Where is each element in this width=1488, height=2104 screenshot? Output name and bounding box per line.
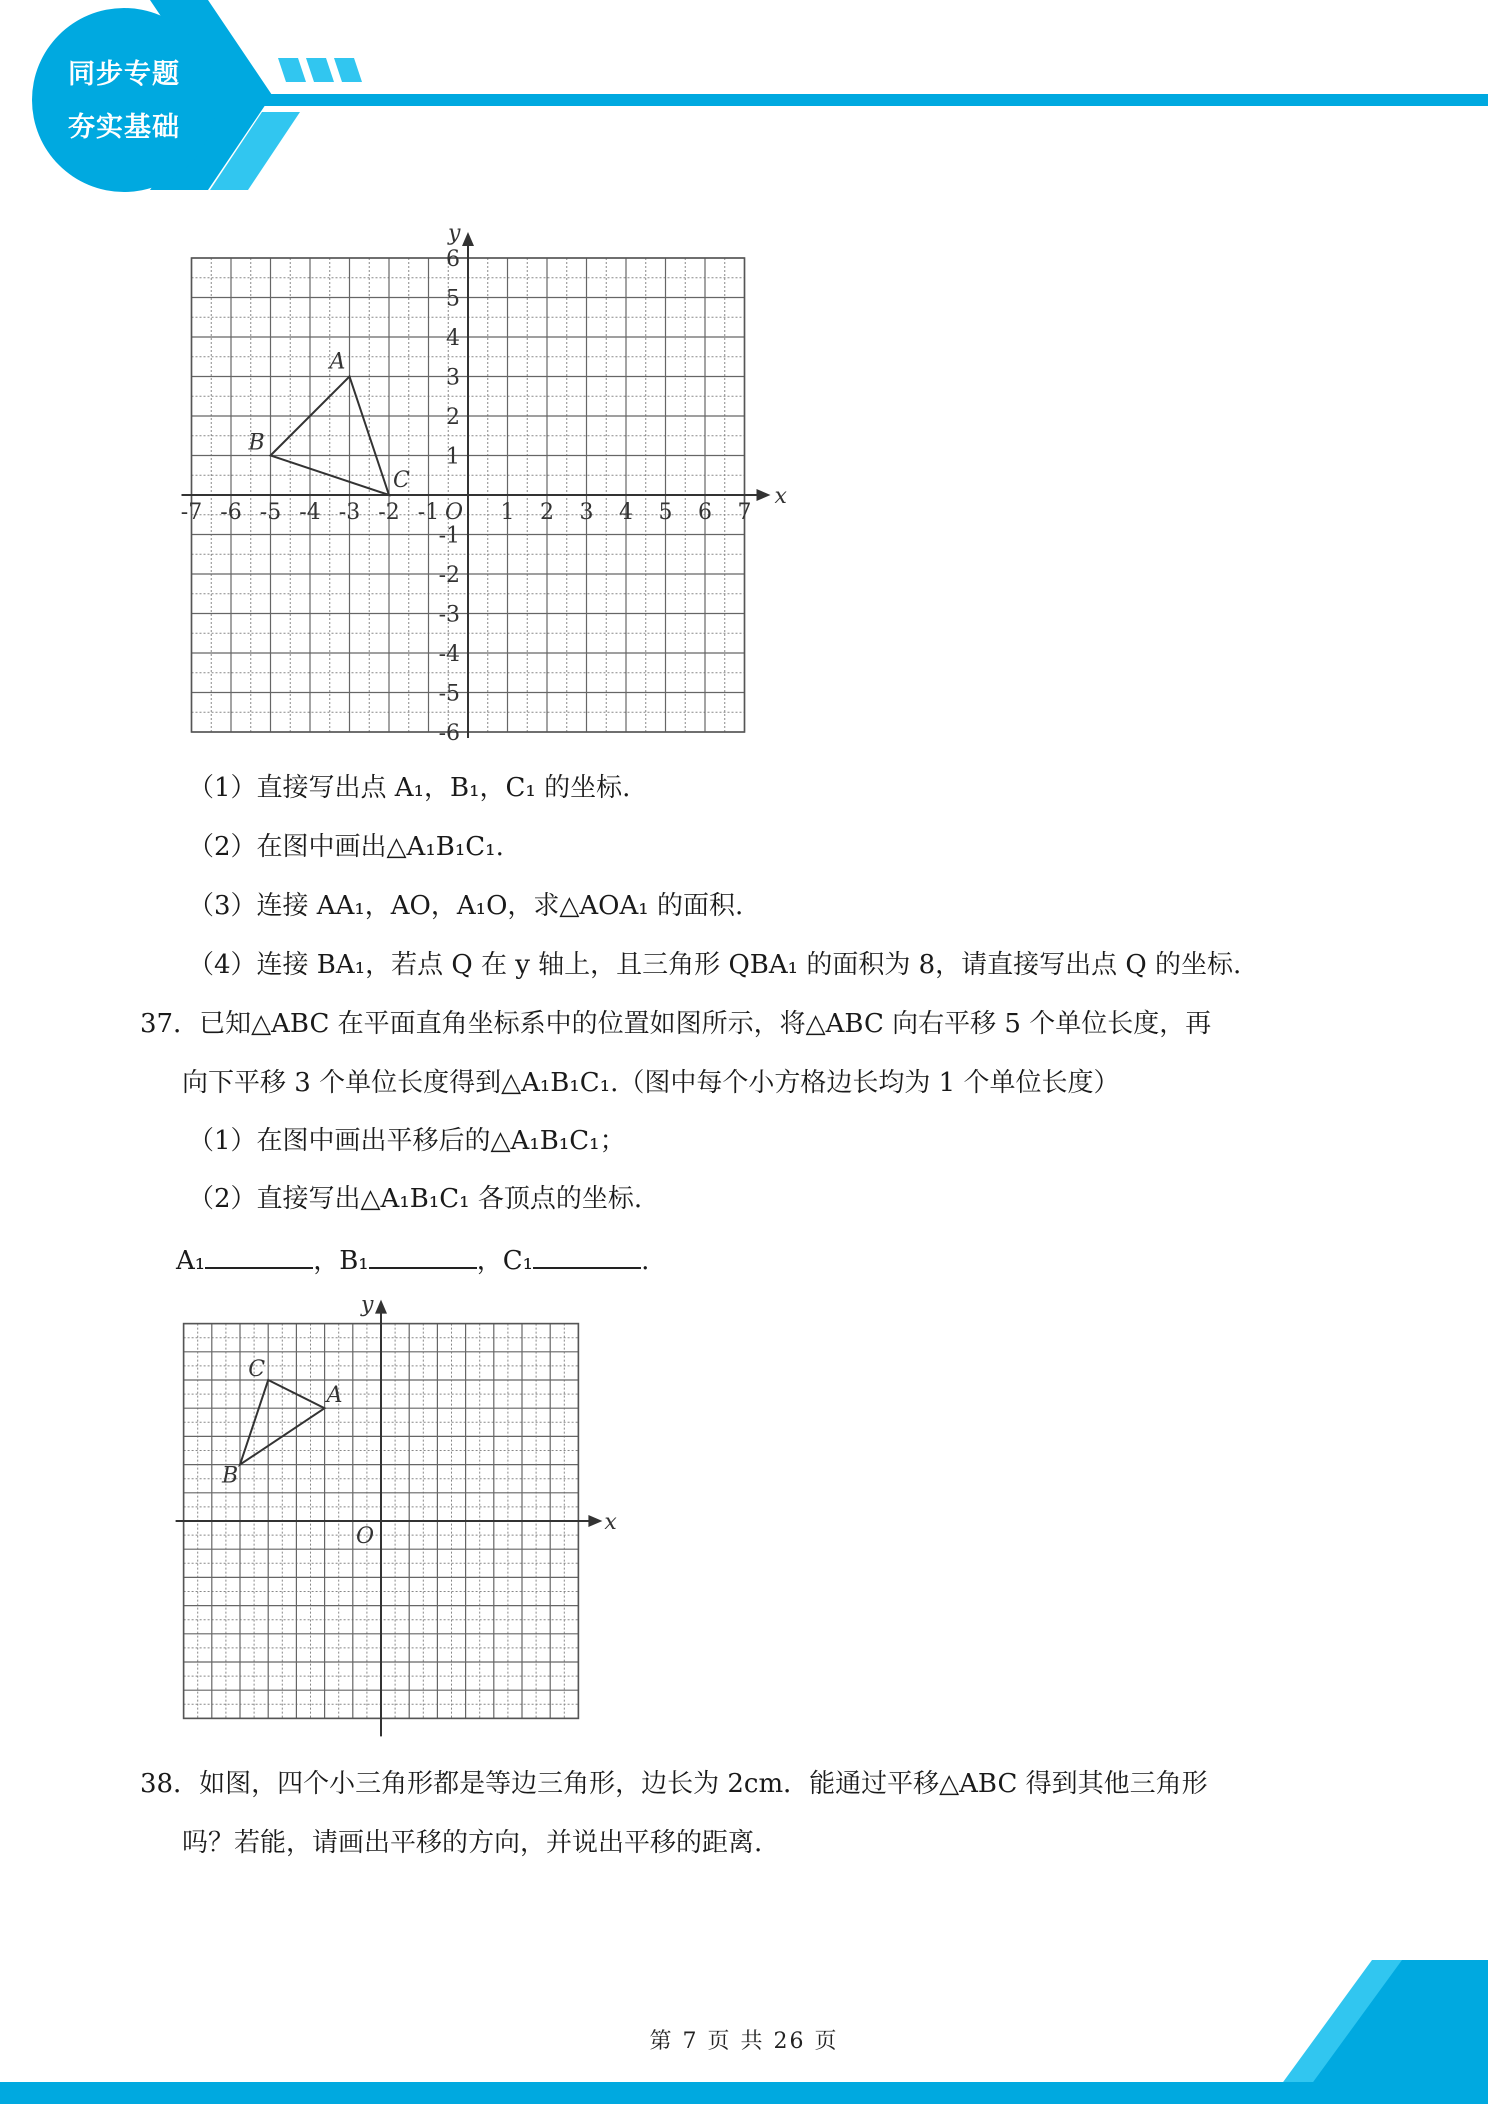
vertex-label-a: A: [326, 1383, 343, 1409]
x-tick-label: -2: [378, 500, 400, 525]
x-tick-label: 4: [619, 500, 633, 525]
q36-part-4: （4）连接 BA₁，若点 Q 在 y 轴上，且三角形 QBA₁ 的面积为 8，请直接写出点 Q 的坐标.: [188, 950, 1242, 980]
x-tick-label: 2: [540, 500, 554, 525]
figure-2-coordinate-grid: [170, 1285, 620, 1749]
y-tick-label: -3: [438, 602, 460, 628]
badge-line-2: 夯实基础: [68, 112, 180, 143]
q36-part-1: （1）直接写出点 A₁，B₁，C₁ 的坐标.: [188, 773, 631, 803]
answer-label-c1: ，C₁: [476, 1246, 534, 1276]
figure-2-svg: [170, 1285, 620, 1745]
q37-stem-line-2: 向下平移 3 个单位长度得到△A₁B₁C₁.（图中每个小方格边长均为 1 个单位长度）: [182, 1068, 1120, 1098]
y-axis-label: y: [448, 222, 461, 246]
x-axis-label: x: [604, 1510, 617, 1535]
x-tick-label: 6: [698, 500, 712, 525]
y-tick-label: 6: [446, 247, 460, 272]
origin-label: O: [444, 500, 464, 525]
x-tick-label: 5: [658, 500, 673, 525]
answer-blank-c1[interactable]: [533, 1243, 641, 1269]
answer-end-period: .: [641, 1246, 650, 1276]
x-tick-label: 1: [500, 500, 515, 525]
x-tick-label: -6: [220, 500, 242, 525]
answer-blank-a1[interactable]: [205, 1243, 313, 1269]
x-tick-label: -7: [180, 500, 203, 525]
figure-1-svg: [170, 222, 800, 742]
answer-label-b1: ，B₁: [313, 1246, 369, 1276]
x-axis-arrow: [588, 1515, 602, 1527]
answer-blank-b1[interactable]: [369, 1243, 477, 1269]
x-axis-label: x: [774, 484, 787, 509]
y-tick-label: 3: [446, 365, 460, 391]
y-tick-label: -1: [438, 523, 460, 549]
vertex-label-c: C: [393, 468, 410, 493]
vertex-label-c: C: [248, 1357, 266, 1382]
x-tick-label: -3: [338, 500, 361, 525]
y-axis-arrow: [462, 232, 474, 246]
origin-label: O: [355, 1524, 375, 1549]
x-tick-label: 3: [579, 500, 594, 525]
y-tick-label: 4: [446, 326, 460, 351]
page-number: 第 7 页 共 26 页: [649, 2029, 839, 2054]
page-header: [0, 0, 1488, 200]
y-tick-label: -2: [438, 563, 460, 588]
q38-stem-line-1: 38．如图，四个小三角形都是等边三角形，边长为 2cm．能通过平移△ABC 得到其他三角形: [140, 1769, 1208, 1799]
y-axis-label: y: [361, 1292, 374, 1318]
answer-label-a1: A₁: [176, 1246, 206, 1276]
y-tick-label: 1: [446, 444, 460, 470]
y-tick-label: -4: [438, 642, 460, 667]
y-tick-label: -5: [438, 681, 460, 707]
y-tick-label: -6: [438, 721, 460, 742]
x-tick-label: 7: [737, 500, 752, 525]
vertex-label-b: B: [248, 430, 265, 456]
y-tick-label: 2: [446, 405, 460, 430]
q36-part-3: （3）连接 AA₁，AO，A₁O，求△AOA₁ 的面积.: [188, 891, 744, 921]
q37-part-2: （2）直接写出△A₁B₁C₁ 各顶点的坐标.: [188, 1184, 643, 1214]
q37-stem-line-1: 37．已知△ABC 在平面直角坐标系中的位置如图所示，将△ABC 向右平移 5 个单位长度，再: [140, 1009, 1212, 1039]
vertex-label-a: A: [329, 349, 346, 375]
header-decoration: [0, 0, 1488, 200]
q36-part-2: （2）在图中画出△A₁B₁C₁.: [188, 832, 504, 862]
y-tick-label: 5: [446, 286, 460, 312]
x-tick-label: -4: [299, 500, 321, 525]
q37-answer-line: [176, 1243, 649, 1277]
x-tick-label: -5: [259, 500, 282, 525]
vertex-label-b: B: [222, 1463, 239, 1489]
badge-line-1: 同步专题: [68, 59, 180, 90]
x-axis-arrow: [757, 489, 771, 501]
q38-stem-line-2: 吗？若能，请画出平移的方向，并说出平移的距离.: [182, 1828, 763, 1858]
x-tick-label: -1: [417, 500, 440, 525]
y-axis-arrow: [375, 1300, 387, 1314]
q37-part-1: （1）在图中画出平移后的△A₁B₁C₁；: [188, 1126, 626, 1156]
figure-1-coordinate-grid: [170, 222, 800, 746]
